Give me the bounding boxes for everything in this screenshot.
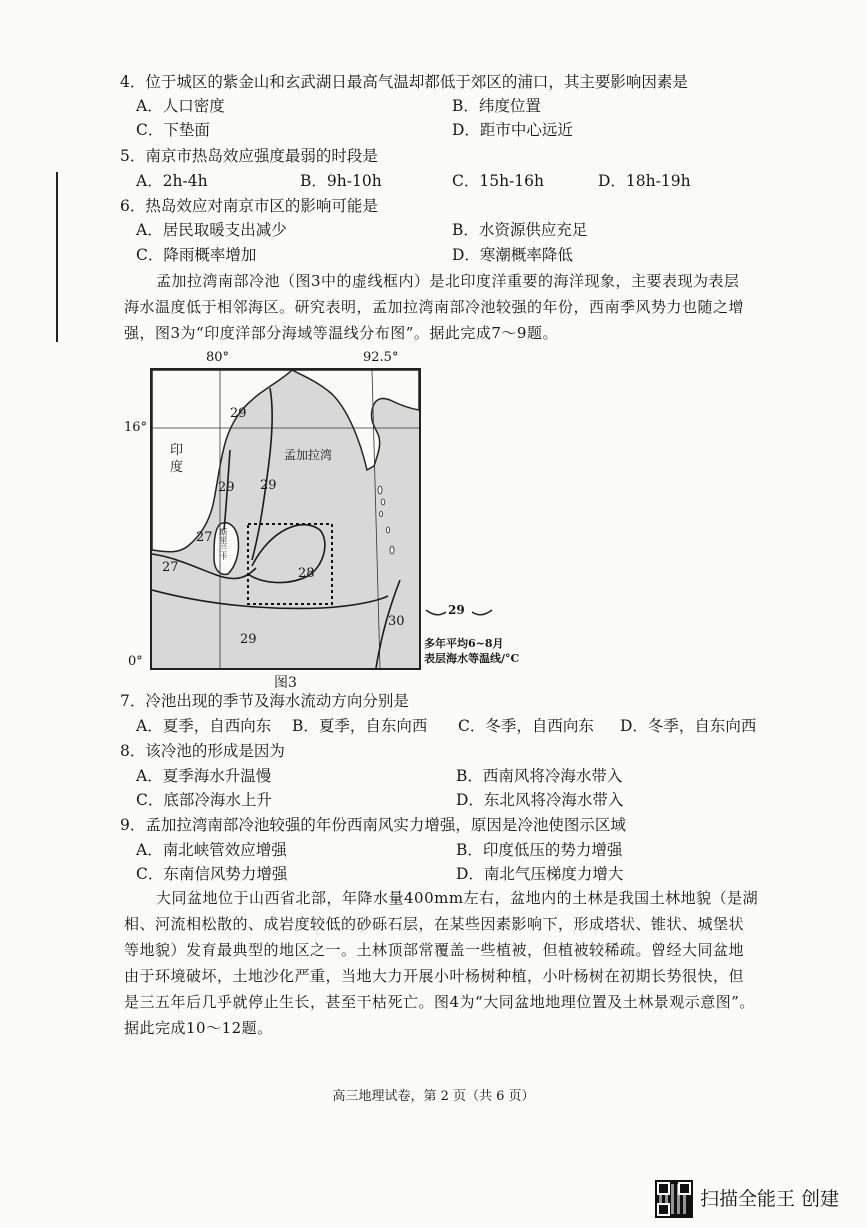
- q8-option-d[interactable]: D．东北风将冷海水带入: [456, 791, 624, 809]
- q5-stem: 5．南京市热岛效应强度最弱的时段是: [120, 147, 378, 165]
- meridian-92-5: [372, 370, 380, 668]
- lon-label-80: 80°: [206, 350, 230, 365]
- isotherm-label-29-b: 29: [260, 478, 277, 493]
- intro-10-12-line6: 据此完成10～12题。: [124, 1019, 273, 1037]
- q4-stem: 4．位于城区的紫金山和玄武湖日最高气温却都低于郊区的浦口，其主要影响因素是: [120, 73, 688, 91]
- isotherm-29-south: [152, 590, 388, 608]
- isotherm-label-29-a: 29: [230, 406, 247, 421]
- isotherm-label-29-d: 29: [240, 632, 257, 647]
- intro-10-12-line4: 由于环境破坏，土地沙化严重，当地大力开展小叶杨树种植，小叶杨树在初期长势很快，但: [124, 967, 745, 985]
- andaman-islands: [378, 486, 394, 554]
- q9-stem: 9．孟加拉湾南部冷池较强的年份西南风实力增强，原因是冷池使图示区域: [120, 816, 626, 834]
- q7-option-b[interactable]: B．夏季，自东向西: [292, 717, 428, 735]
- margin-bar: [56, 172, 58, 342]
- q8-option-c[interactable]: C．底部冷海水上升: [136, 791, 272, 809]
- isotherm-label-29-c: 29: [218, 480, 235, 495]
- q9-option-c[interactable]: C．东南信风势力增强: [136, 865, 288, 883]
- isotherm-29-upper: [252, 388, 272, 560]
- lon-label-92-5: 92.5°: [363, 350, 399, 365]
- q5-option-b[interactable]: B．9h-10h: [300, 172, 382, 190]
- intro-7-9-line1: 孟加拉湾南部冷池（图3中的虚线框内）是北印度洋重要的海洋现象，主要表现为表层: [156, 272, 740, 290]
- label-bay-of-bengal: 孟加拉湾: [284, 448, 333, 462]
- q7-option-c[interactable]: C．冬季，自西向东: [458, 717, 594, 735]
- lat-label-0: 0°: [128, 654, 143, 669]
- q4-option-a[interactable]: A．人口密度: [136, 97, 225, 115]
- qr-code-icon: [655, 1180, 693, 1218]
- q6-stem: 6．热岛效应对南京市区的影响可能是: [120, 197, 378, 215]
- q8-option-a[interactable]: A．夏季海水升温慢: [136, 767, 272, 785]
- scanner-watermark: 扫描全能王 创建: [700, 1188, 840, 1210]
- q4-option-c[interactable]: C．下垫面: [136, 121, 210, 139]
- page-footer: 高三地理试卷，第 2 页（共 6 页）: [332, 1089, 535, 1104]
- label-srilanka: 斯里兰卡: [219, 528, 228, 560]
- intro-10-12-line2: 相、河流相松散的、成岩度较低的砂砾石层，在某些因素影响下，形成塔状、锥状、城堡状: [124, 915, 745, 933]
- legend-symbol: [424, 604, 494, 624]
- isotherm-label-30: 30: [388, 614, 405, 629]
- intro-10-12-line5: 是三五年后几乎就停止生长，甚至干枯死亡。图4为“大同盆地地理位置及土林景观示意图”。: [124, 993, 755, 1011]
- isotherm-label-28: 28: [298, 566, 315, 581]
- q4-option-d[interactable]: D．距市中心远近: [452, 121, 573, 139]
- label-india: 印 度: [170, 443, 184, 475]
- intro-7-9-line3: 强，图3为“印度洋部分海域等温线分布图”。据此完成7～9题。: [124, 324, 558, 342]
- q8-option-b[interactable]: B．西南风将冷海水带入: [456, 767, 623, 785]
- lat-label-16: 16°: [124, 420, 148, 435]
- intro-7-9-line2: 海水温度低于相邻海区。研究表明，孟加拉湾南部冷池较强的年份，西南季风势力也随之增: [124, 298, 745, 316]
- map-svg: [152, 370, 419, 668]
- isotherm-label-27-a: 27: [196, 530, 213, 545]
- q5-option-d[interactable]: D．18h-19h: [598, 172, 691, 190]
- intro-10-12-line1: 大同盆地位于山西省北部，年降水量400mm左右，盆地内的土林是我国土林地貌（是湖: [156, 889, 759, 907]
- q7-option-d[interactable]: D．冬季，自东向西: [620, 717, 757, 735]
- q8-stem: 8．该冷池的形成是因为: [120, 742, 285, 760]
- q6-option-a[interactable]: A．居民取暖支出减少: [136, 221, 287, 239]
- q5-option-c[interactable]: C．15h-16h: [452, 172, 545, 190]
- figure-caption: 图3: [274, 675, 297, 691]
- q4-option-b[interactable]: B．纬度位置: [452, 97, 541, 115]
- legend-line2: 表层海水等温线/°C: [424, 652, 520, 665]
- q9-option-a[interactable]: A．南北峡管效应增强: [136, 841, 287, 859]
- q7-stem: 7．冷池出现的季节及海水流动方向分别是: [120, 692, 409, 710]
- q9-option-d[interactable]: D．南北气压梯度力增大: [456, 865, 624, 883]
- q6-option-d[interactable]: D．寒潮概率降低: [452, 246, 573, 264]
- q5-option-a[interactable]: A．2h-4h: [136, 172, 208, 190]
- q6-option-c[interactable]: C．降雨概率增加: [136, 246, 257, 264]
- isotherm-label-27-b: 27: [162, 560, 179, 575]
- legend-line1: 多年平均6~8月: [424, 637, 504, 650]
- q6-option-b[interactable]: B．水资源供应充足: [452, 221, 588, 239]
- intro-10-12-line3: 等地貌）发育最典型的地区之一。土林顶部常覆盖一些植被，但植被较稀疏。曾经大同盆地: [124, 941, 745, 959]
- q7-option-a[interactable]: A．夏季，自西向东: [136, 717, 272, 735]
- q9-option-b[interactable]: B．印度低压的势力增强: [456, 841, 623, 859]
- isotherm-map: [150, 368, 421, 670]
- legend-symbol-value: 29: [448, 603, 465, 617]
